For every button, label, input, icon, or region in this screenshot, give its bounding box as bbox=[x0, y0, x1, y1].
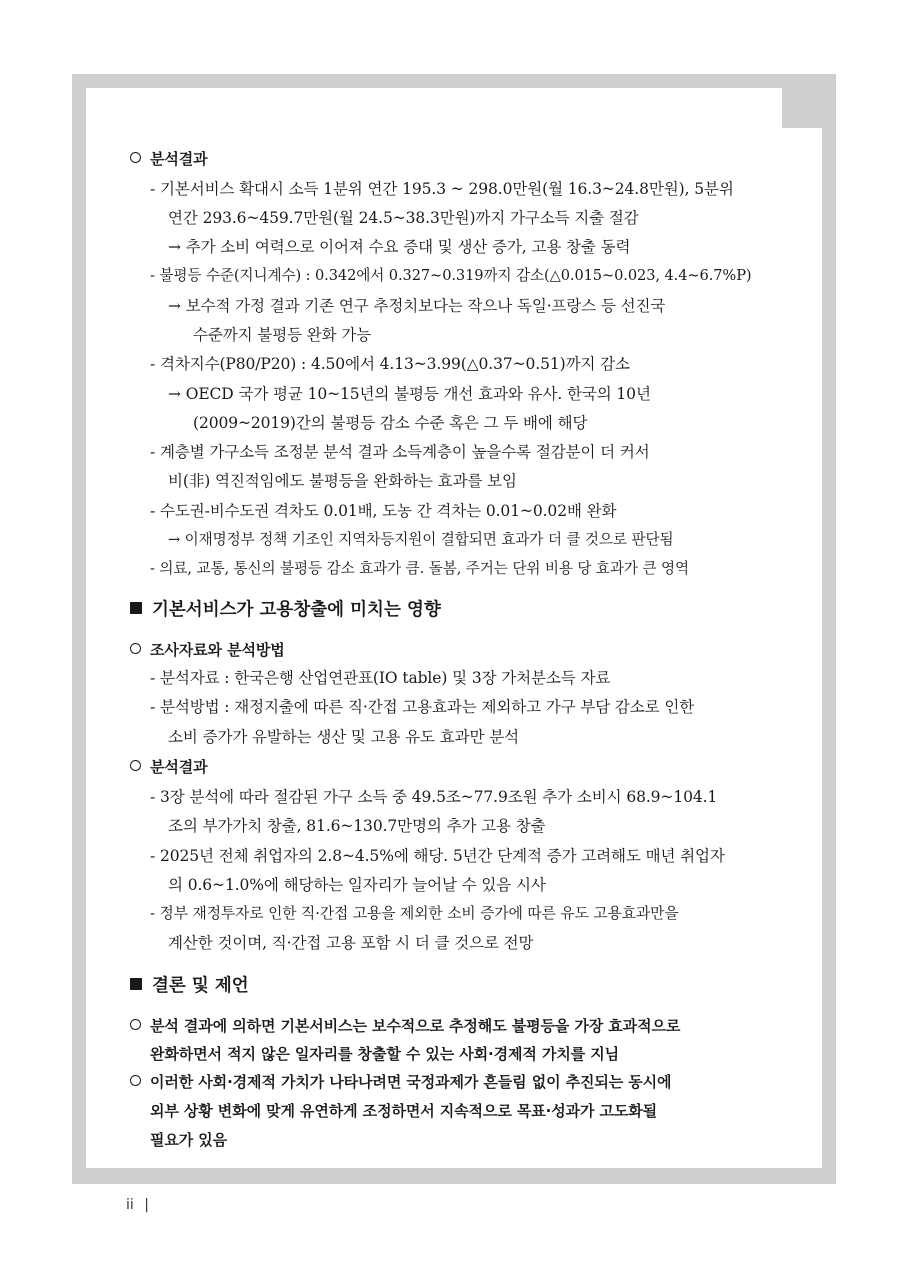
section1-line: 비(非) 역진적임에도 불평등을 완화하는 효과를 보임 bbox=[168, 472, 517, 490]
square-bullet-icon bbox=[130, 978, 142, 990]
section2-line: 계산한 것이며, 직·간접 고용 포함 시 더 클 것으로 전망 bbox=[168, 934, 534, 952]
section2-line: 소비 증가가 유발하는 생산 및 고용 유도 효과만 분석 bbox=[168, 728, 519, 746]
section2-sub1-heading: 조사자료와 분석방법 bbox=[130, 640, 285, 660]
section2-line: - 분석자료 : 한국은행 산업연관표(IO table) 및 3장 가처분소득 자료 bbox=[150, 669, 611, 687]
section2-line: 조의 부가가치 창출, 81.6~130.7만명의 추가 고용 창출 bbox=[168, 817, 546, 835]
section1-line: - 계층별 가구소득 조정분 분석 결과 소득계층이 높을수록 절감분이 더 커서 bbox=[150, 443, 650, 461]
page-fold-corner bbox=[782, 88, 822, 128]
conclusion-item: 이러한 사회·경제적 가치가 나타나려면 국정과제가 흔들림 없이 추진되는 동시에 bbox=[130, 1072, 671, 1092]
circle-bullet-icon bbox=[130, 152, 141, 163]
section1-line: → 보수적 가정 결과 기존 연구 추정치보다는 작으나 독일·프랑스 등 선진국 bbox=[168, 297, 666, 315]
section3-title: 결론 및 제언 bbox=[130, 975, 249, 997]
section1-line: → OECD 국가 평균 10~15년의 불평등 개선 효과와 유사. 한국의 10년 bbox=[168, 385, 651, 403]
circle-bullet-icon bbox=[130, 1075, 141, 1086]
circle-bullet-icon bbox=[130, 1019, 141, 1030]
conclusion-line: 외부 상황 변화에 맞게 유연하게 조정하면서 지속적으로 목표·성과가 고도화될 bbox=[150, 1102, 658, 1120]
circle-bullet-icon bbox=[130, 760, 141, 771]
section1-line: → 이재명정부 정책 기조인 지역차등지원이 결합되면 효과가 더 클 것으로 판단됨 bbox=[168, 531, 674, 548]
section1-line: 수준까지 불평등 완화 가능 bbox=[193, 326, 372, 344]
section2-sub2-heading: 분석결과 bbox=[130, 757, 208, 777]
section1-line: - 수도권-비수도권 격차도 0.01배, 도농 간 격차는 0.01~0.02배 완화 bbox=[150, 502, 617, 520]
section1-line: - 격차지수(P80/P20) : 4.50에서 4.13~3.99(△0.37~0.51)까지 감소 bbox=[150, 355, 630, 373]
section2-line: - 3장 분석에 따라 절감된 가구 소득 중 49.5조~77.9조원 추가 소비시 68.9~104.1 bbox=[150, 788, 718, 806]
circle-bullet-icon bbox=[130, 643, 141, 654]
section1-line: → 추가 소비 여력으로 이어져 수요 증대 및 생산 증가, 고용 창출 동력 bbox=[168, 238, 631, 256]
section2-line: 의 0.6~1.0%에 해당하는 일자리가 늘어날 수 있음 시사 bbox=[168, 876, 546, 894]
section1-line: 연간 293.6~459.7만원(월 24.5~38.3만원)까지 가구소득 지출 절감 bbox=[168, 209, 639, 227]
footer-separator: | bbox=[144, 1197, 149, 1213]
section1-line: - 의료, 교통, 통신의 불평등 감소 효과가 큼. 돌봄, 주거는 단위 비용 당 효과가 큰 영역 bbox=[150, 560, 689, 577]
page-footer bbox=[126, 1197, 149, 1213]
section1-line: - 기본서비스 확대시 소득 1분위 연간 195.3 ~ 298.0만원(월 16.3~24.8만원), 5분위 bbox=[150, 180, 734, 198]
section2-line: - 분석방법 : 재정지출에 따른 직·간접 고용효과는 제외하고 가구 부담 감소로 인한 bbox=[150, 698, 695, 716]
page-number: ii bbox=[126, 1197, 134, 1213]
section1-line: (2009~2019)간의 불평등 감소 수준 혹은 그 두 배에 해당 bbox=[193, 414, 588, 432]
conclusion-line: 완화하면서 적지 않은 일자리를 창출할 수 있는 사회·경제적 가치를 지님 bbox=[150, 1045, 620, 1063]
conclusion-item: 분석 결과에 의하면 기본서비스는 보수적으로 추정해도 불평등을 가장 효과적으로 bbox=[130, 1016, 680, 1036]
section1-line: - 불평등 수준(지니계수) : 0.342에서 0.327~0.319까지 감소(△0.015~0.023, 4.4~6.7%P) bbox=[150, 267, 752, 284]
section2-title: 기본서비스가 고용창출에 미치는 영향 bbox=[130, 599, 441, 621]
section2-line: - 정부 재정투자로 인한 직·간접 고용을 제외한 소비 증가에 따른 유도 고용효과만을 bbox=[150, 905, 679, 922]
section2-line: - 2025년 전체 취업자의 2.8~4.5%에 해당. 5년간 단계적 증가 고려해도 매년 취업자 bbox=[150, 847, 725, 865]
section1-heading: 분석결과 bbox=[130, 149, 208, 169]
square-bullet-icon bbox=[130, 602, 142, 614]
conclusion-line: 필요가 있음 bbox=[150, 1131, 228, 1149]
